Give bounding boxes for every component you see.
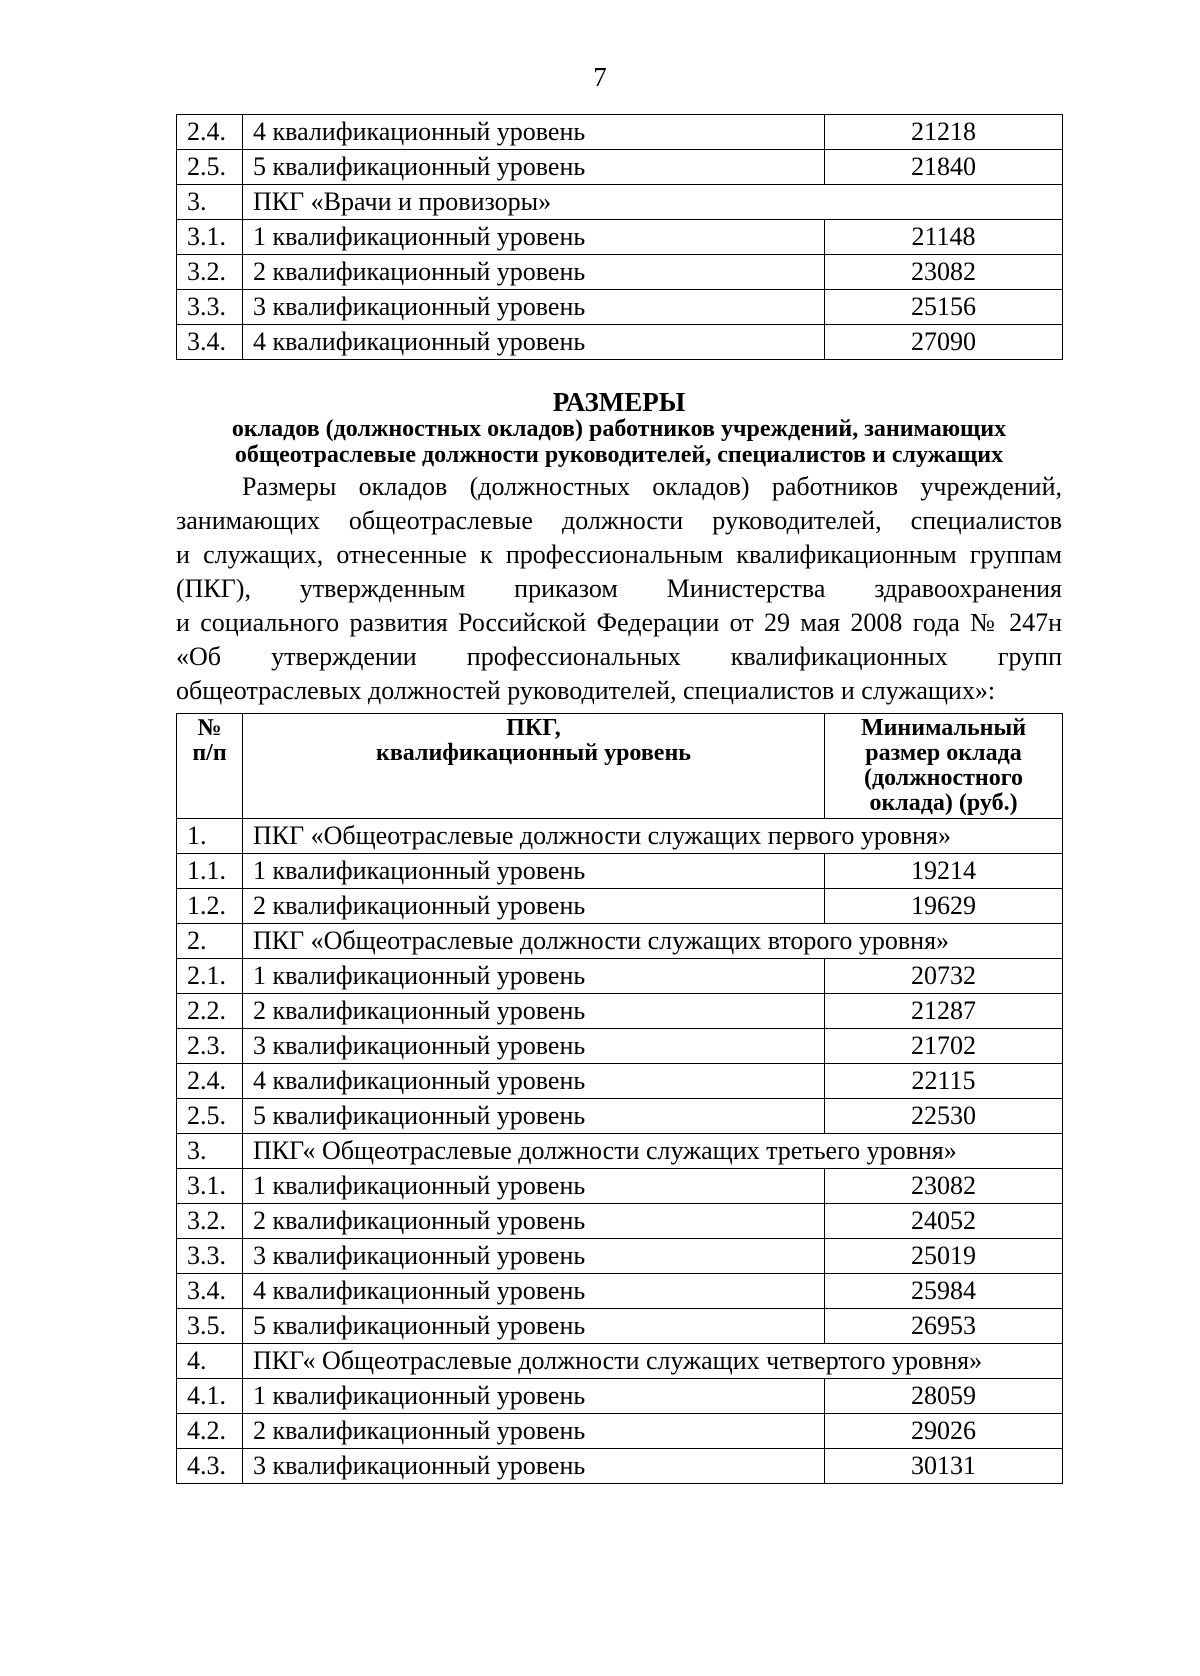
salary-value: 27090: [825, 325, 1063, 360]
table-header: [177, 714, 1063, 819]
table-group-row: [177, 1344, 1063, 1379]
salary-value: 24052: [825, 1204, 1063, 1239]
row-number: 4.3.: [177, 1449, 243, 1484]
level-name: 5 квалификационный уровень: [243, 150, 825, 185]
row-number: 2.4.: [177, 115, 243, 150]
group-name: ПКГ «Общеотраслевые должности служащих второго уровня»: [243, 924, 1063, 959]
salary-value: 19629: [825, 889, 1063, 924]
table-row: [177, 1449, 1063, 1484]
table-row: [177, 1204, 1063, 1239]
row-number: 3.3.: [177, 290, 243, 325]
row-number: 3.5.: [177, 1309, 243, 1344]
salary-value: 25156: [825, 290, 1063, 325]
level-name: 5 квалификационный уровень: [243, 1099, 825, 1134]
row-number: 1.2.: [177, 889, 243, 924]
table-row: [177, 325, 1063, 360]
paragraph-line: (ПКГ), утвержденным приказом Министерства здравоохранения: [176, 574, 1062, 603]
salary-value: 22530: [825, 1099, 1063, 1134]
row-number: 2.4.: [177, 1064, 243, 1099]
table-row: [177, 115, 1063, 150]
table-group-row: [177, 1134, 1063, 1169]
salary-value: 19214: [825, 854, 1063, 889]
row-number: 2.2.: [177, 994, 243, 1029]
paragraph-line: и служащих, отнесенные к профессиональным квалификационным группам: [176, 540, 1062, 569]
table-row: [177, 1169, 1063, 1204]
salary-value: 21702: [825, 1029, 1063, 1064]
level-name: 4 квалификационный уровень: [243, 115, 825, 150]
level-name: 1 квалификационный уровень: [243, 1379, 825, 1414]
row-number: 1.1.: [177, 854, 243, 889]
table-row: [177, 150, 1063, 185]
row-number: 2.1.: [177, 959, 243, 994]
row-number: 1.: [177, 819, 243, 854]
header-number-line-1: №: [197, 715, 222, 741]
header-group-line-2: квалификационный уровень: [376, 740, 691, 766]
table-row: [177, 220, 1063, 255]
section-subtitle: [176, 416, 1062, 468]
header-number-line-2: п/п: [192, 740, 227, 766]
table-row: [177, 255, 1063, 290]
page-number: 7: [593, 62, 607, 92]
group-name: ПКГ «Врачи и провизоры»: [243, 185, 1063, 220]
table-row: [177, 1239, 1063, 1274]
row-number: 3.3.: [177, 1239, 243, 1274]
row-number: 2.: [177, 924, 243, 959]
table-row: [177, 1274, 1063, 1309]
header-salary-line-1: Минимальный: [860, 715, 1027, 741]
table-row: [177, 959, 1063, 994]
row-number: 2.3.: [177, 1029, 243, 1064]
level-name: 2 квалификационный уровень: [243, 889, 825, 924]
paragraph-line: занимающих общеотраслевые должности руководителей, специалистов: [176, 506, 1062, 535]
salary-value: 25984: [825, 1274, 1063, 1309]
row-number: 3.1.: [177, 220, 243, 255]
salary-value: 28059: [825, 1379, 1063, 1414]
level-name: 1 квалификационный уровень: [243, 220, 825, 255]
level-name: 2 квалификационный уровень: [243, 1204, 825, 1239]
group-name: ПКГ« Общеотраслевые должности служащих четвертого уровня»: [243, 1344, 1063, 1379]
level-name: 1 квалификационный уровень: [243, 959, 825, 994]
level-name: 1 квалификационный уровень: [243, 854, 825, 889]
row-number: 3.2.: [177, 1204, 243, 1239]
paragraph-line: общеотраслевых должностей руководителей, специалистов и служащих»:: [176, 676, 996, 705]
level-name: 2 квалификационный уровень: [243, 994, 825, 1029]
group-name: ПКГ« Общеотраслевые должности служащих третьего уровня»: [243, 1134, 1063, 1169]
table-row: [177, 1414, 1063, 1449]
table-row: [177, 854, 1063, 889]
salary-value: 22115: [825, 1064, 1063, 1099]
row-number: 4.1.: [177, 1379, 243, 1414]
table-row: [177, 290, 1063, 325]
general-positions-salary-table-body: [177, 819, 1063, 1484]
table-group-row: [177, 185, 1063, 220]
level-name: 5 квалификационный уровень: [243, 1309, 825, 1344]
level-name: 2 квалификационный уровень: [243, 255, 825, 290]
row-number: 3.1.: [177, 1169, 243, 1204]
paragraph-line: Размеры окладов (должностных окладов) работников учреждений,: [242, 472, 1062, 501]
row-number: 2.5.: [177, 150, 243, 185]
paragraph-line: и социального развития Российской Федерации от 29 мая 2008 года № 247н: [176, 608, 1062, 637]
row-number: 4.2.: [177, 1414, 243, 1449]
salary-value: 21287: [825, 994, 1063, 1029]
table-header-row: [177, 714, 1063, 819]
level-name: 4 квалификационный уровень: [243, 1274, 825, 1309]
table-group-row: [177, 924, 1063, 959]
salary-table-continued: [176, 114, 1063, 360]
table-row: [177, 1099, 1063, 1134]
salary-value: 20732: [825, 959, 1063, 994]
section-subtitle-line-1: окладов (должностных окладов) работников учреждений, занимающих: [231, 416, 1007, 442]
level-name: 3 квалификационный уровень: [243, 1239, 825, 1274]
salary-value: 21148: [825, 220, 1063, 255]
section-title: РАЗМЕРЫ: [552, 387, 686, 417]
level-name: 3 квалификационный уровень: [243, 1449, 825, 1484]
header-salary-line-2: размер оклада: [865, 740, 1022, 766]
row-number: 2.5.: [177, 1099, 243, 1134]
header-group-level: [243, 714, 825, 819]
salary-value: 26953: [825, 1309, 1063, 1344]
section-subtitle-line-2: общеотраслевые должности руководителей, специалистов и служащих: [234, 442, 1004, 468]
level-name: 3 квалификационный уровень: [243, 290, 825, 325]
intro-paragraph: [176, 470, 1062, 708]
group-name: ПКГ «Общеотраслевые должности служащих первого уровня»: [243, 819, 1063, 854]
row-number: 3.4.: [177, 325, 243, 360]
table-row: [177, 1379, 1063, 1414]
salary-value: 23082: [825, 255, 1063, 290]
table-row: [177, 1064, 1063, 1099]
header-salary-line-4: оклада) (руб.): [869, 790, 1018, 816]
general-positions-salary-table: [176, 713, 1063, 1484]
level-name: 4 квалификационный уровень: [243, 325, 825, 360]
row-number: 3.: [177, 185, 243, 220]
salary-value: 30131: [825, 1449, 1063, 1484]
table-row: [177, 994, 1063, 1029]
paragraph-line: «Об утверждении профессиональных квалификационных групп: [176, 642, 1062, 671]
header-group-line-1: ПКГ,: [506, 715, 561, 741]
header-number: [177, 714, 243, 819]
row-number: 3.2.: [177, 255, 243, 290]
level-name: 3 квалификационный уровень: [243, 1029, 825, 1064]
table-row: [177, 889, 1063, 924]
row-number: 3.: [177, 1134, 243, 1169]
salary-value: 21218: [825, 115, 1063, 150]
table-row: [177, 1309, 1063, 1344]
salary-value: 25019: [825, 1239, 1063, 1274]
header-min-salary: [825, 714, 1063, 819]
level-name: 2 квалификационный уровень: [243, 1414, 825, 1449]
table-row: [177, 1029, 1063, 1064]
salary-table-continued-body: [177, 115, 1063, 360]
level-name: 4 квалификационный уровень: [243, 1064, 825, 1099]
salary-value: 21840: [825, 150, 1063, 185]
salary-value: 23082: [825, 1169, 1063, 1204]
row-number: 3.4.: [177, 1274, 243, 1309]
header-salary-line-3: (должностного: [863, 765, 1024, 791]
level-name: 1 квалификационный уровень: [243, 1169, 825, 1204]
table-group-row: [177, 819, 1063, 854]
salary-value: 29026: [825, 1414, 1063, 1449]
row-number: 4.: [177, 1344, 243, 1379]
